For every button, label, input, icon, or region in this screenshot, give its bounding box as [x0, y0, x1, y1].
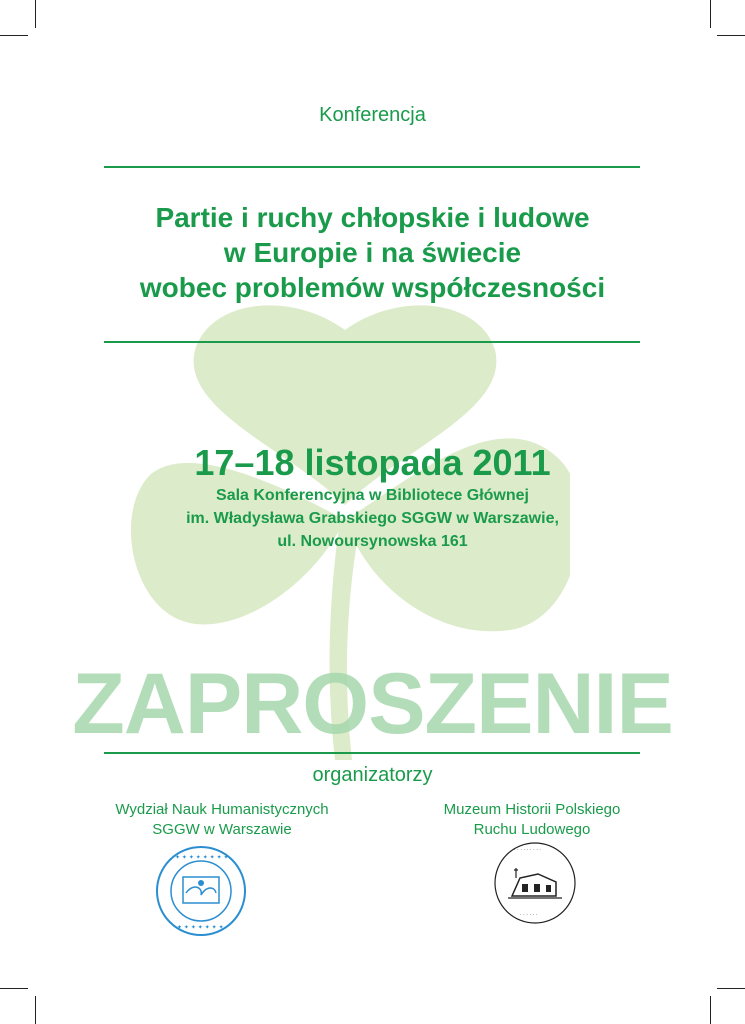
- crop-mark: [0, 35, 28, 36]
- organizer-museum-line-1: Muzeum Historii Polskiego: [443, 801, 621, 818]
- organizers-divider: [104, 752, 640, 754]
- title-line-1: Partie i ruchy chłopskie i ludowe: [155, 202, 590, 233]
- venue-line-3: ul. Nowoursynowska 161: [277, 533, 468, 550]
- event-venue: [0, 484, 745, 553]
- event-date: 17–18 listopada 2011: [194, 442, 551, 483]
- organizer-faculty-line-2: SGGW w Warszawie: [152, 821, 292, 838]
- crop-mark: [35, 996, 36, 1024]
- museum-seal-icon: [490, 838, 580, 928]
- organizer-faculty: [92, 800, 352, 840]
- organizers-heading: organizatorzy: [312, 764, 433, 786]
- svg-text:· · · · · · · · ·: · · · · · · · · ·: [514, 847, 542, 853]
- crop-mark: [710, 0, 711, 28]
- conference-title: [0, 200, 745, 305]
- organizer-faculty-line-1: Wydział Nauk Humanistycznych: [115, 801, 329, 818]
- conference-label: Konferencja: [319, 104, 426, 126]
- title-line-2: w Europie i na świecie: [223, 237, 522, 268]
- venue-line-2: im. Władysława Grabskiego SGGW w Warszawie,: [186, 510, 559, 527]
- organizer-museum: [402, 800, 662, 840]
- crop-mark: [0, 988, 28, 989]
- top-divider: [104, 166, 640, 168]
- crop-mark: [35, 0, 36, 28]
- invitation-watermark: ZAPROSZENIE: [72, 656, 673, 752]
- svg-text:✦ ✦ ✦ ✦ ✦ ✦ ✦: ✦ ✦ ✦ ✦ ✦ ✦ ✦: [177, 924, 224, 931]
- crop-mark: [717, 35, 745, 36]
- title-divider: [104, 341, 640, 343]
- title-line-3: wobec problemów współczesności: [139, 272, 606, 303]
- svg-text:· · · · · ·: · · · · · ·: [520, 912, 538, 918]
- svg-text:✦ ✦ ✦ ✦ ✦ ✦ ✦ ✦: ✦ ✦ ✦ ✦ ✦ ✦ ✦ ✦: [175, 854, 229, 861]
- venue-line-1: Sala Konferencyjna w Bibliotece Głównej: [216, 487, 529, 504]
- crop-mark: [710, 996, 711, 1024]
- faculty-seal-icon: [155, 845, 247, 937]
- crop-mark: [717, 988, 745, 989]
- organizer-museum-line-2: Ruchu Ludowego: [473, 821, 591, 838]
